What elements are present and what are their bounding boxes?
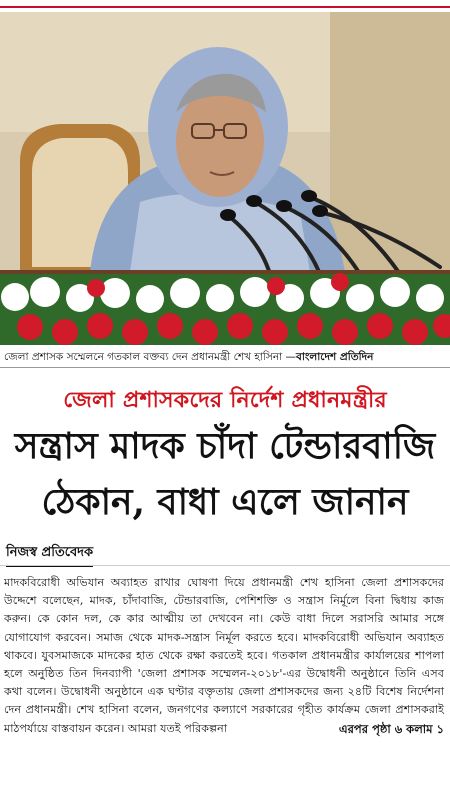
caption-text: জেলা প্রশাসক সম্মেলনে গতকাল বক্তব্য দেন প্রধানমন্ত্রী শেখ হাসিনা — bbox=[4, 351, 296, 363]
article-headline bbox=[0, 418, 450, 530]
article-body bbox=[4, 574, 444, 738]
photo-prime-minister-speaking-icon bbox=[0, 12, 450, 345]
photo-caption bbox=[0, 346, 450, 368]
news-photo bbox=[0, 12, 450, 345]
headline-line-1: সন্ত্রাস মাদক চাঁদা টেন্ডারবাজি bbox=[14, 425, 436, 467]
article-body-text: মাদকবিরোধী অভিযান অব্যাহত রাখার ঘোষণা দিয়ে প্রধানমন্ত্রী শেখ হাসিনা জেলা প্রশাসকদের উদ্দেশে বলেছেন, মাদক, চাঁদাবাজি, টেন্ডারবাজি, পেশিশক্তি ও সন্ত্রাস নির্মূলে বিনা দ্বিধায় কাজ করুন। কে কোন দল, কে কার আত্মীয় তা দেখবেন না। কেউ বাধা দিলে সরাসরি আমার সঙ্গে যোগাযোগ করবেন। সমাজ থেকে মাদক-সন্ত্রাস নির্মূল করতে হবে। মাদকবিরোধী অভিযান অব্যাহত থাকবে। যুবসমাজকে মাদকের হাত থেকে রক্ষা করতেই হবে। গতকাল প্রধানমন্ত্রীর কার্যালয়ের শাপলা হলে অনুষ্ঠিত তিন দিনব্যাপী 'জেলা প্রশাসক সম্মেলন-২০১৮'-এর উদ্বোধনী অনুষ্ঠানে তিনি এসব কথা বলেন। উদ্বোধনী অনুষ্ঠানে এক ঘণ্টার বক্তৃতায় জেলা প্রশাসকদের জন্য ২৪টি বিশেষ নির্দেশনা দেন প্রধানমন্ত্রী। শেখ হাসিনা বলেন, জনগণের কল্যাণে সরকারের গৃহীত কার্যক্রম জেলা প্রশাসকরাই মাঠপর্যায়ে বাস্তবায়ন করেন। আমরা যতই পরিকল্পনা bbox=[4, 576, 444, 735]
top-rule bbox=[0, 0, 450, 8]
article-kicker: জেলা প্রশাসকদের নির্দেশ প্রধানমন্ত্রীর bbox=[63, 388, 387, 413]
byline-divider bbox=[0, 565, 450, 566]
headline-line-2: ঠেকান, বাধা এলে জানান bbox=[41, 481, 409, 523]
article-byline: নিজস্ব প্রতিবেদক bbox=[6, 543, 93, 567]
continued-on-page[interactable]: এরপর পৃষ্ঠা ৬ কলাম ১ bbox=[338, 721, 444, 736]
caption-credit: বাংলাদেশ প্রতিদিন bbox=[296, 351, 374, 363]
